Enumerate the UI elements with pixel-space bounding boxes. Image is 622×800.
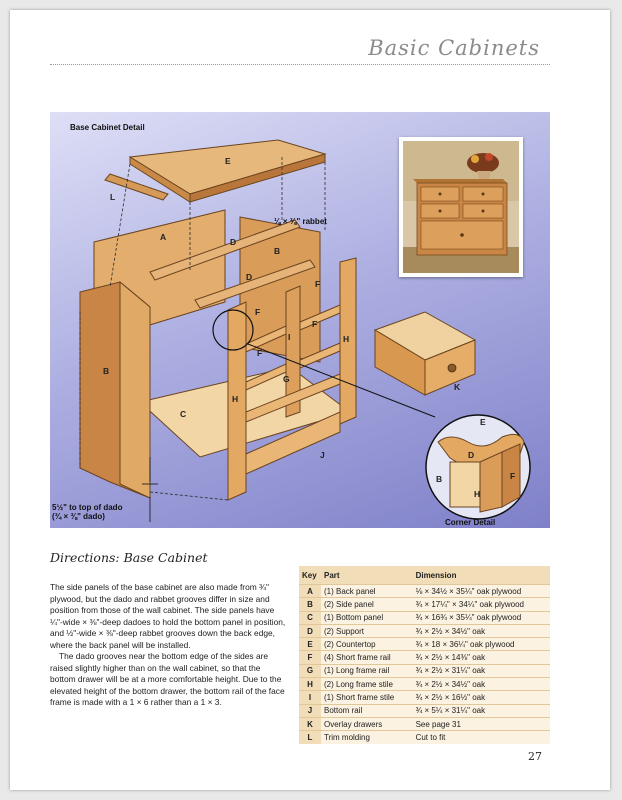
label-C: C [180,409,187,419]
label-E: E [225,156,231,166]
row-part: Trim molding [321,731,413,744]
row-key: K [299,717,321,730]
row-dimension: ¾ × 2½ × 34½" oak [413,678,550,691]
corner-label-B: B [436,474,443,484]
table-row [299,717,550,730]
table-row [299,664,550,677]
row-part: (4) Short frame rail [321,651,413,664]
row-dimension: ¾ × 2½ × 16½" oak [413,691,550,704]
corner-label-D: D [468,450,475,460]
row-part: (2) Support [321,624,413,637]
table-row [299,624,550,637]
finished-cabinet-photo [399,137,523,277]
row-dimension: ¾ × 2½ × 34½" oak [413,624,550,637]
row-part: Overlay drawers [321,717,413,730]
row-key: E [299,638,321,651]
col-part: Part [321,566,413,585]
label-H-left: H [232,394,239,404]
row-dimension: ¾ × 2½ × 31¼" oak [413,664,550,677]
section-title: Basic Cabinets [368,36,540,60]
row-part: (2) Side panel [321,598,413,611]
label-F3: F [312,319,318,329]
corner-detail [426,415,530,519]
label-D1: D [230,237,237,247]
row-key: L [299,731,321,744]
row-part: Bottom rail [321,704,413,717]
label-F4: F [257,348,263,358]
corner-detail-caption: Corner Detail [445,518,496,527]
label-J: J [320,450,325,460]
row-part: (2) Long frame stile [321,678,413,691]
table-row [299,731,550,744]
table-row [299,704,550,717]
corner-label-E: E [480,417,486,427]
row-key: D [299,624,321,637]
table-row [299,611,550,624]
row-dimension: ¾ × 18 × 36¼" oak plywood [413,638,550,651]
row-part: (1) Short frame stile [321,691,413,704]
row-key: A [299,585,321,598]
base-cabinet-illustration [50,112,550,528]
row-key: G [299,664,321,677]
label-G: G [283,374,290,384]
row-part: (1) Back panel [321,585,413,598]
label-B-left: B [103,366,110,376]
row-dimension: ¾ × 5¼ × 31¼" oak [413,704,550,717]
row-key: C [299,611,321,624]
page-number: 27 [528,750,542,763]
label-I: I [288,332,291,342]
table-row [299,651,550,664]
table-row [299,638,550,651]
row-key: J [299,704,321,717]
col-dimension: Dimension [413,566,550,585]
header-rule [50,64,550,65]
table-row [299,678,550,691]
row-part: (1) Long frame rail [321,664,413,677]
rabbet-note: ⅛ × ⅜" rabbet [274,217,327,226]
dado-note-line2: (¾ × ⅜" dado) [52,512,105,521]
label-A: A [160,232,167,242]
row-dimension: ⅛ × 34½ × 35¼" oak plywood [413,585,550,598]
row-key: I [299,691,321,704]
directions-paragraph-2: The dado grooves near the bottom edge of the sides are raised slightly higher than on the wall cabinet, so that the bottom drawer will be at a more comfortable height. Due to the elevated height of the bottom drawer, the bottom rail of the face frame is made with a 1 × 6 rather than a 1 × 3. [50,651,285,707]
label-L: L [110,192,116,202]
row-part: (2) Countertop [321,638,413,651]
label-F1: F [315,279,321,289]
illustration-title: Base Cabinet Detail [70,123,145,132]
corner-label-F: F [510,471,516,481]
directions-title: Directions: Base Cabinet [50,550,208,565]
label-D2: D [246,272,253,282]
parts-table-header [299,566,550,585]
row-key: F [299,651,321,664]
row-dimension: See page 31 [413,717,550,730]
row-dimension: ¾ × 16¾ × 35¼" oak plywood [413,611,550,624]
table-row [299,598,550,611]
label-F2: F [255,307,261,317]
dado-note-line1: 5½" to top of dado [52,503,123,512]
label-H-right: H [343,334,350,344]
book-page [10,10,610,790]
parts-table [299,566,550,744]
row-key: B [299,598,321,611]
row-part: (1) Bottom panel [321,611,413,624]
row-key: H [299,678,321,691]
corner-label-H: H [474,489,481,499]
side-panel-B-left-face [120,282,150,498]
directions-paragraph-1: The side panels of the base cabinet are also made from ¾" plywood, but the dado and rabbet grooves differ in size and position from those of the wall cabinet. The side panels have ¼"-wide × ⅜"-deep dadoes to hold the bottom panel in position, and ½"-wide × ⅜"-deep rabbet grooves down the back edge, where the back panel will be installed. [50,582,286,650]
dresser-photo-drawing [399,137,523,277]
col-key: Key [299,566,321,585]
table-row [299,585,550,598]
row-dimension: ¾ × 17¼" × 34¼" oak plywood [413,598,550,611]
table-row [299,691,550,704]
label-B-back: B [274,246,281,256]
row-dimension: Cut to fit [413,731,550,744]
label-K: K [454,382,461,392]
row-dimension: ¾ × 2½ × 14⅜" oak [413,651,550,664]
directions-body [50,582,286,709]
